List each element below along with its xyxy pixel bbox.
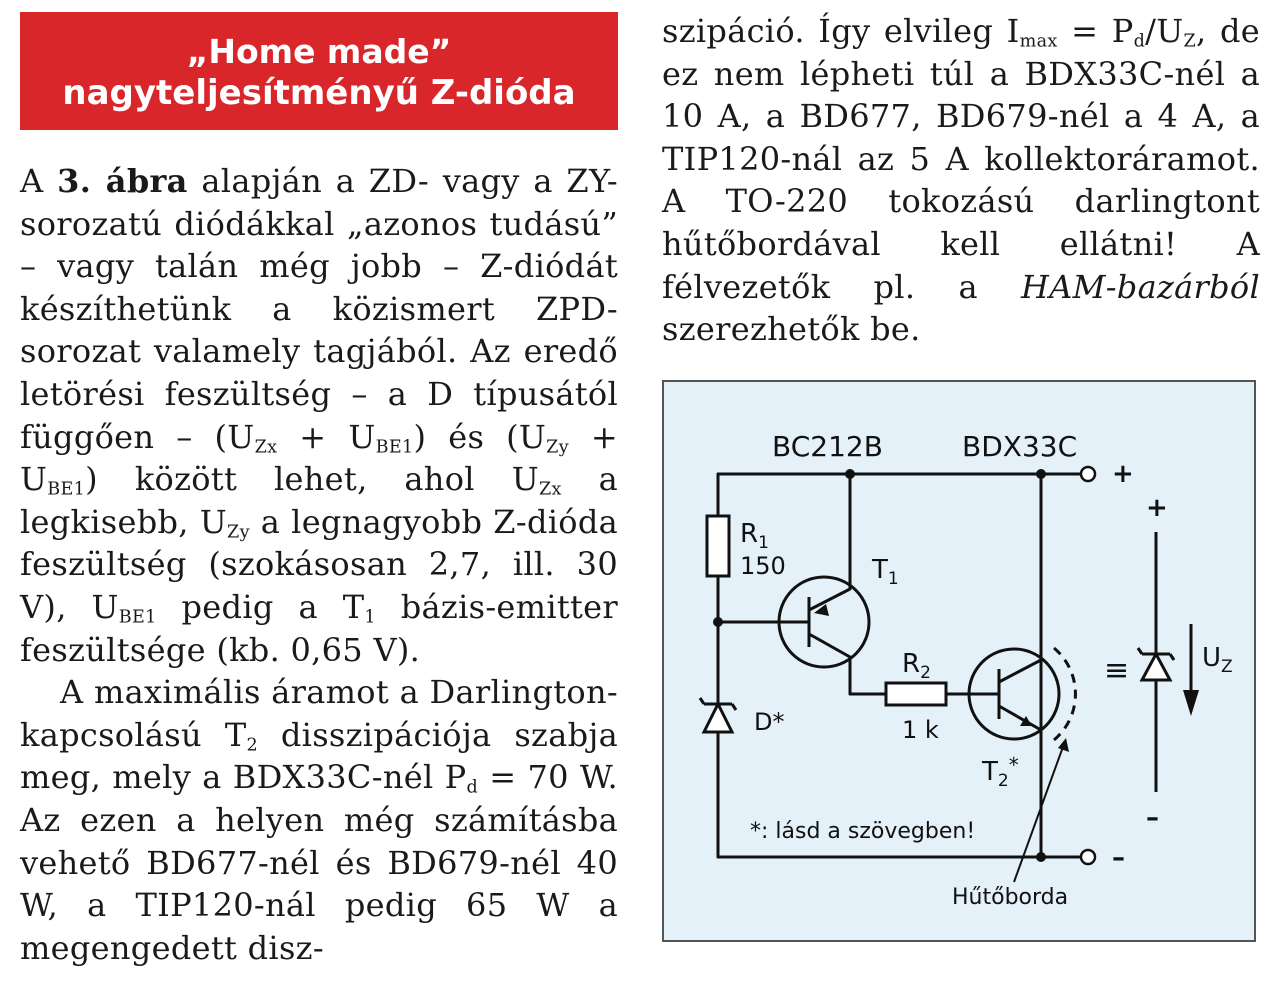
uz-arrow-head — [1183, 690, 1199, 716]
figure-reference: 3. ábra — [57, 162, 188, 200]
t1-transistor-leads — [784, 589, 850, 657]
circuit-schematic — [664, 382, 1258, 944]
heatsink-pointer-arrow — [1058, 738, 1069, 752]
label-bc212b: BC212B — [772, 430, 883, 463]
equivalent-zener-triangle — [1142, 654, 1170, 680]
junction-dots — [713, 469, 1046, 862]
circuit-figure — [662, 380, 1256, 942]
label-r2-value: 1 k — [902, 716, 939, 744]
label-t1: $T_1$ — [872, 555, 899, 589]
label-minus-terminal: – — [1112, 843, 1125, 873]
r2-resistor — [886, 683, 946, 705]
shop-name: HAM-bazárból — [1021, 267, 1260, 306]
heatsink-outline — [1054, 648, 1075, 740]
r1-resistor — [707, 516, 729, 576]
paragraph-1: A 3. ábra alapján a ZD- vagy a ZY-sorozatú diódákkal „azonos tudású” – vagy talán még jobb – Z-diódát készíthetünk a közismert ZPD-sorozat valamely tagjából. Az eredő letörési feszültség – a D típusától függően – $(U_{Zx} + U_{BE1})$ és $(U_{Zy} + U_{BE1})$ között lehet, ahol $U_{Zx}$ a legkisebb, $U_{Zy}$ a legnagyobb Z-dióda feszültség (szokásosan 2,7, ill. 30 V), $U_{BE1}$ pedig a $T_1$ bázis-emitter feszültsége (kb. 0,65 V). — [20, 162, 619, 669]
label-note: *: lásd a szövegben! — [750, 819, 976, 844]
label-r1-value: 150 — [740, 552, 786, 580]
left-column-text — [20, 160, 618, 969]
label-minus-right: – — [1146, 803, 1159, 833]
label-r2: $R_2$ — [902, 649, 931, 683]
article-title-banner — [20, 12, 618, 130]
label-bdx33c: BDX33C — [962, 430, 1078, 463]
title-line-1: „Home made” — [186, 32, 452, 71]
d-zener-triangle — [704, 704, 732, 732]
paragraph-2: A maximális áramot a Darlington-kapcsolású $T_2$ disszipációja szabja meg, mely a BDX33C-nél $P_d = 70$ W. Az ezen a helyen még számításba vehető BD677-nél és BD679-nél 40 W, a TIP120-nál pedig 65 W a megengedett disz- — [20, 673, 618, 967]
label-r1: $R_1$ — [740, 519, 769, 553]
label-equivalent: ≡ — [1104, 653, 1130, 688]
t2-transistor-leads — [974, 660, 1041, 730]
label-d: D* — [754, 708, 785, 736]
paragraph-3: szipáció. Így elvileg $I_{max} = P_d/U_Z$, de ez nem lépheti túl a BDX33C-nél a 10 A, a BD677, BD679-nél a 4 A, a TIP120-nál az 5 A kollektoráramot. A TO-220 tokozású darlingtont hűtőbordával kell ellátni! A félvezetők pl. a HAM-bazárból szerezhetők be. — [662, 12, 1261, 349]
label-plus-terminal: + — [1112, 459, 1134, 489]
title-line-2: nagyteljesítményű Z-dióda — [62, 73, 576, 113]
label-uz: $U_Z$ — [1202, 643, 1233, 677]
plus-terminal — [1081, 467, 1095, 481]
label-heatsink: Hűtőborda — [952, 885, 1069, 910]
minus-terminal — [1081, 850, 1095, 864]
label-t2: $T_2^*$ — [982, 753, 1019, 791]
right-column-text — [662, 10, 1260, 351]
label-plus-right: + — [1146, 493, 1168, 523]
